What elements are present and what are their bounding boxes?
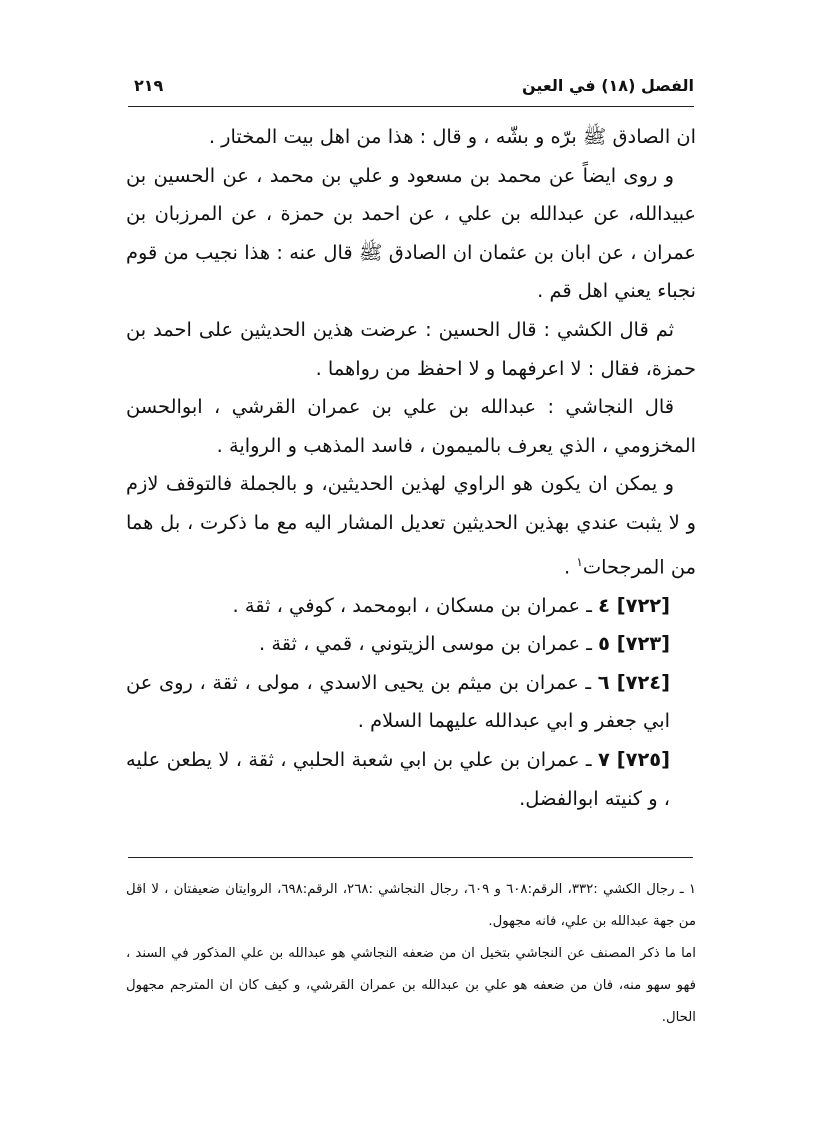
entry-number: [٧٢٢] ٤ xyxy=(598,593,670,617)
entry-number: [٧٢٤] ٦ xyxy=(597,670,670,694)
paragraph-1: ان الصادق ﷺ برّه و بشّه ، و قال : هذا من اهل بيت المختار . xyxy=(208,125,696,148)
running-header xyxy=(128,72,694,107)
entry-number: [٧٢٥] ٧ xyxy=(597,747,670,771)
entry-text: ـ عمران بن علي بن ابي شعبة الحلبي ، ثقة ، لا يطعن عليه ، و كنيته ابوالفضل. xyxy=(126,747,670,810)
footnote-ref-1: ١ xyxy=(576,554,583,569)
paragraph-4: قال النجاشي : عبدالله بن علي بن عمران القرشي ، ابوالحسن المخزومي ، الذي يعرف بالميمون ، فاسد المذهب و الرواية . xyxy=(126,395,696,457)
paragraph-3: ثم قال الكشي : قال الحسين : عرضت هذين الحديثين على احمد بن حمزة، فقال : لا اعرفهما و لا احفظ من رواهما . xyxy=(126,317,696,380)
entry-724 xyxy=(126,664,696,741)
chapter-title: الفصل (١٨) في العين xyxy=(521,76,694,95)
paragraph-2: و روى ايضاً عن محمد بن مسعود و علي بن محمد ، عن الحسين بن عبيدالله، عن عبدالله بن علي ، عن احمد بن حمزة ، عن المرزبان بن عمران ، عن ابان بن عثمان ان الصادق ﷺ قال عنه : هذا نجيب من قوم نجباء يعني اهل قم . xyxy=(126,163,696,303)
paragraph-5-text: و يمكن ان يكون هو الراوي لهذين الحديثين، و بالجملة فالتوقف لازم و لا يثبت عندي بهذين الحديثين تعديل المشار اليه مع ما ذكرت ، بل هما من المرجحات xyxy=(126,472,696,578)
entry-text: ـ عمران بن موسى الزيتوني ، قمي ، ثقة . xyxy=(259,632,599,656)
page-number: ٢١٩ xyxy=(134,76,164,95)
paragraph-5-end: . xyxy=(564,555,577,578)
main-text xyxy=(126,118,696,818)
footnote-1: ١ ـ رجال الكشي :٣٣٢، الرقم:٦٠٨ و ٦٠٩، رجال النجاشي :٢٦٨، الرقم:٦٩٨، الروايتان ضعيفتان ، لا اقل من جهة عبدالله بن علي، فانه مجهول. xyxy=(126,882,697,929)
paragraph-5 xyxy=(126,465,696,586)
footnote-1-continued: اما ما ذكر المصنف عن النجاشي بتخيل ان من ضعفه النجاشي هو عبدالله بن علي المذكور في السند ، فهو سهو منه، فان من ضعفه هو علي بن عبدالله بن عمران القرشي، و كيف كان ان المترجم مجهول الحال. xyxy=(126,946,696,1025)
entry-722 xyxy=(126,587,696,626)
entry-text: ـ عمران بن مسكان ، ابومحمد ، كوفي ، ثقة . xyxy=(232,593,599,617)
footnote-divider xyxy=(128,857,693,858)
footnotes xyxy=(126,874,696,1034)
entry-723 xyxy=(126,625,696,664)
entry-text: ـ عمران بن ميثم بن يحيى الاسدي ، مولى ، ثقة ، روى عن ابي جعفر و ابي عبدالله عليهما السلام . xyxy=(126,670,670,733)
entry-725 xyxy=(126,741,696,818)
entry-number: [٧٢٣] ٥ xyxy=(598,632,670,656)
